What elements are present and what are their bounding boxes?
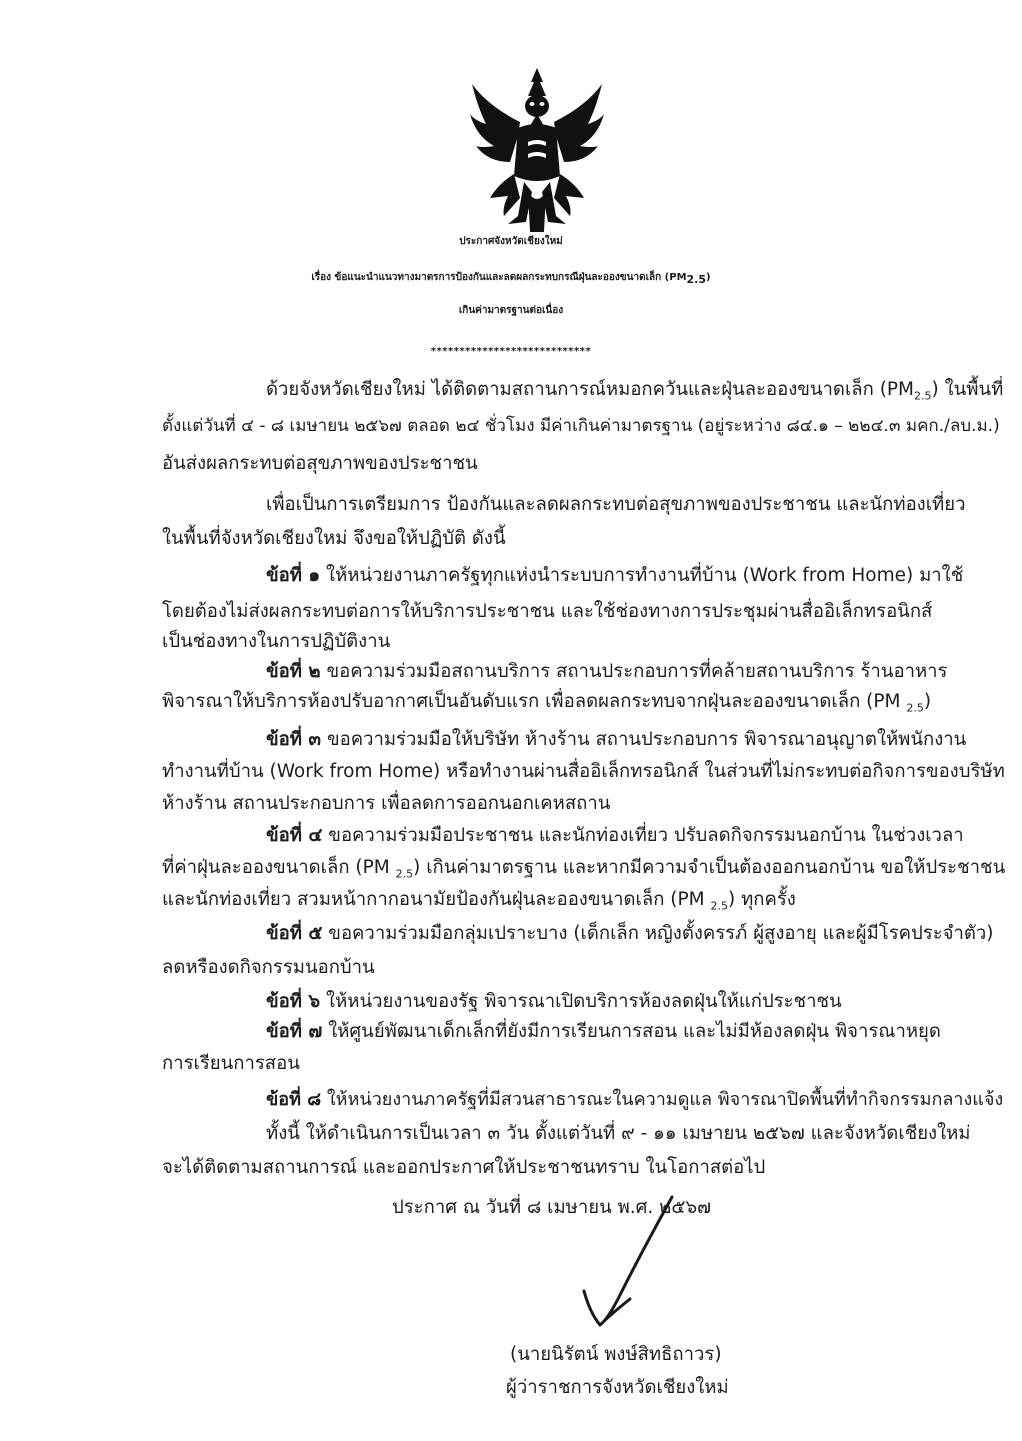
paragraph-line: ด้วยจังหวัดเชียงใหม่ ได้ติดตามสถานการณ์หมอกควันและฝุ่นละอองขนาดเล็ก $(PM_{2.5})$ ในพื้นที่: [266, 379, 1004, 403]
paragraph-line: ตั้งแต่วันที่ ๔ - ๘ เมษายน ๒๕๖๗ ตลอด ๒๔ ชั่วโมง มีค่าเกินค่ามาตรฐาน (อยู่ระหว่าง ๘๔.๑ – ๒๒๔.๓ มคก./ลบ.ม.): [162, 416, 1000, 436]
closing-line: จะได้ติดตามสถานการณ์ และออกประกาศให้ประชาชนทราบ ในโอกาสต่อไป: [162, 1157, 766, 1178]
signer-title: ผู้ว่าราชการจังหวัดเชียงใหม่: [506, 1377, 729, 1398]
clause-1: ข้อที่ ๑ ให้หน่วยงานภาครัฐทุกแห่งนำระบบการทำงานที่บ้าน (Work from Home) มาใช้: [266, 565, 964, 586]
signer-name: (นายนิรัตน์ พงษ์สิทธิถาวร): [510, 1344, 722, 1365]
clause-2-line: พิจารณาให้บริการห้องปรับอากาศเป็นอันดับแรก เพื่อลดผลกระทบจากฝุ่นละอองขนาดเล็ก (PM $_{2.5}$): [162, 691, 932, 715]
page-title: ประกาศจังหวัดเชียงใหม่: [459, 236, 563, 247]
closing-line: ทั้งนี้ ให้ดำเนินการเป็นเวลา ๓ วัน ตั้งแต่วันที่ ๙ - ๑๑ เมษายน ๒๕๖๗ และจังหวัดเชียงใหม่: [266, 1123, 971, 1144]
clause-1-line: โดยต้องไม่ส่งผลกระทบต่อการให้บริการประชาชน และใช้ช่องทางการประชุมผ่านสื่ออิเล็กทรอนิกส์: [162, 601, 933, 622]
clause-3: ข้อที่ ๓ ขอความร่วมมือให้บริษัท ห้างร้าน สถานประกอบการ พิจารณาอนุญาตให้พนักงาน: [266, 729, 967, 750]
clause-7-line: การเรียนการสอน: [162, 1053, 300, 1074]
subject-line: เรื่อง ข้อแนะนำแนวทางมาตรการป้องกันและลดผลกระทบกรณีฝุ่นละอองขนาดเล็ก $(PM_{2.5})$: [311, 272, 711, 286]
clause-8: ข้อที่ ๘ ให้หน่วยงานภาครัฐที่มีสวนสาธารณะในความดูแล พิจารณาปิดพื้นที่ทำกิจกรรมกลางแจ้ง: [266, 1089, 1004, 1110]
clause-7: ข้อที่ ๗ ให้ศูนย์พัฒนาเด็กเล็กที่ยังมีการเรียนการสอน และไม่มีห้องลดฝุ่น พิจารณาหยุด: [266, 1021, 941, 1042]
clause-4-line: ที่ค่าฝุ่นละอองขนาดเล็ก (PM $_{2.5}$) เกินค่ามาตรฐาน และหากมีความจำเป็นต้องออกนอกบ้าน ขอให้ประชาชน: [162, 857, 1006, 881]
subject-line-2: เกินค่ามาตรฐานต่อเนื่อง: [458, 305, 564, 316]
clause-4: ข้อที่ ๔ ขอความร่วมมือประชาชน และนักท่องเที่ยว ปรับลดกิจกรรมนอกบ้าน ในช่วงเวลา: [266, 825, 964, 846]
paragraph-line: เพื่อเป็นการเตรียมการ ป้องกันและลดผลกระทบต่อสุขภาพของประชาชน และนักท่องเที่ยว: [266, 494, 966, 515]
clause-4-line: และนักท่องเที่ยว สวมหน้ากากอนามัยป้องกันฝุ่นละอองขนาดเล็ก (PM $_{2.5}$) ทุกครั้ง: [162, 889, 796, 913]
announcement-date: ประกาศ ณ วันที่ ๘ เมษายน พ.ศ. ๒๕๖๗: [392, 1197, 712, 1218]
clause-2: ข้อที่ ๒ ขอความร่วมมือสถานบริการ สถานประกอบการที่คล้ายสถานบริการ ร้านอาหาร: [266, 661, 948, 682]
clause-5: ข้อที่ ๕ ขอความร่วมมือกลุ่มเปราะบาง (เด็กเล็ก หญิงตั้งครรภ์ ผู้สูงอายุ และผู้มีโรคประจำตัว): [266, 923, 994, 944]
paragraph-line: อันส่งผลกระทบต่อสุขภาพของประชาชน: [162, 453, 478, 474]
paragraph-line: ในพื้นที่จังหวัดเชียงใหม่ จึงขอให้ปฏิบัติ ดังนี้: [162, 528, 506, 549]
clause-6: ข้อที่ ๖ ให้หน่วยงานของรัฐ พิจารณาเปิดบริการห้องลดฝุ่นให้แก่ประชาชน: [266, 991, 842, 1012]
garuda-emblem-icon: [468, 66, 606, 236]
clause-1-line: เป็นช่องทางในการปฏิบัติงาน: [162, 631, 391, 652]
handwritten-signature-icon: [560, 1195, 680, 1335]
clause-3-line: ห้างร้าน สถานประกอบการ เพื่อลดการออกนอกเคหสถาน: [162, 793, 611, 814]
separator: ****************************: [430, 346, 592, 357]
clause-3-line: ทำงานที่บ้าน (Work from Home) หรือทำงานผ่านสื่ออิเล็กทรอนิกส์ ในส่วนที่ไม่กระทบต่อกิจการของบริษัท: [162, 761, 1005, 782]
clause-5-line: ลดหรืองดกิจกรรมนอกบ้าน: [162, 957, 375, 978]
